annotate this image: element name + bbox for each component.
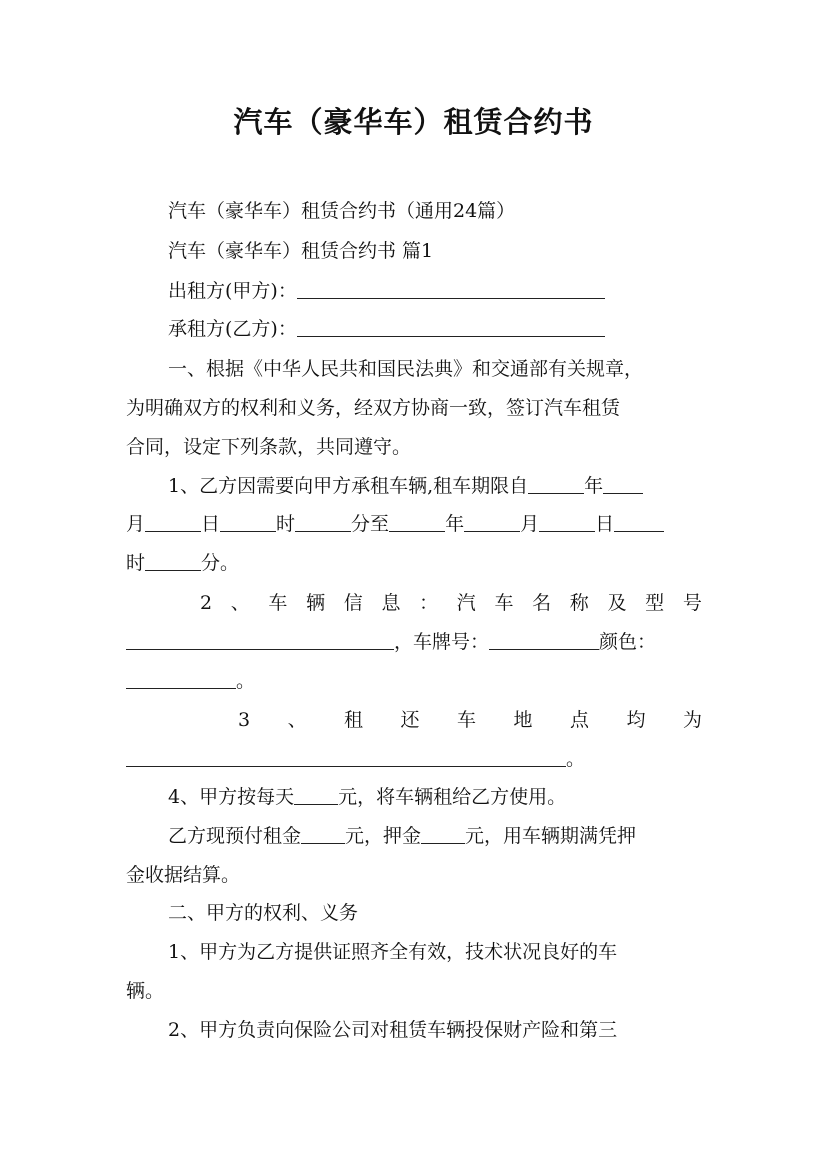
deposit-part2: 元，押金 [345, 825, 422, 847]
item3-char: 地 [513, 709, 533, 731]
item1-month: 月 [126, 513, 146, 535]
document-title: 汽车（豪华车）租赁合约书 [233, 105, 594, 139]
end-year-blank [389, 509, 445, 532]
para1-line2: 为明确双方的权利和义务，经双方协商一致，签订汽车租赁 [126, 397, 621, 419]
item1-day: 日 [201, 513, 221, 535]
item2-char: 号 [682, 592, 702, 614]
item2-char: 2 [200, 592, 213, 614]
item2-char: 信 [343, 592, 363, 614]
item3-end: 。 [566, 748, 586, 770]
item2-char: 息 [381, 592, 401, 614]
item2-char: 名 [532, 592, 552, 614]
s2-item1-line2: 辆。 [126, 980, 165, 1002]
document-subtitle: 汽车（豪华车）租赁合约书（通用24篇） [168, 200, 516, 222]
item1-hour: 时 [276, 513, 296, 535]
s2-item2-line1: 2、甲方负责向保险公司对租赁车辆投保财产险和第三 [168, 1019, 618, 1041]
item3-char: 为 [682, 709, 702, 731]
lessor-line [168, 272, 702, 310]
deposit-line2: 金收据结算。 [126, 864, 241, 886]
section2-heading: 二、甲方的权利、义务 [168, 902, 359, 924]
para1-line3: 合同，设定下列条款，共同遵守。 [126, 436, 412, 458]
item2-end: 。 [236, 670, 256, 692]
start-day-blank [145, 509, 201, 532]
item4-suffix: 元，将车辆租给乙方使用。 [338, 786, 567, 808]
color-blank [126, 666, 236, 689]
item1-line3 [126, 544, 702, 582]
prepaid-rent-blank [301, 821, 345, 844]
lessee-line [168, 310, 702, 348]
item1-month2: 月 [520, 513, 540, 535]
item1-hour2: 时 [126, 552, 146, 574]
item1-day2: 日 [595, 513, 615, 535]
item4-line [168, 778, 702, 816]
item2-line1 [200, 584, 702, 622]
car-model-blank [126, 627, 394, 650]
item2-color: 颜色： [599, 631, 657, 653]
item2-char: 车 [268, 592, 288, 614]
item3-line1 [238, 701, 702, 739]
lessor-blank [297, 276, 605, 299]
start-minute-blank [295, 509, 351, 532]
lessor-label: 出租方(甲方)： [168, 280, 297, 302]
item2-char: 及 [607, 592, 627, 614]
start-hour-blank [220, 509, 276, 532]
item3-char: 3 [238, 709, 251, 731]
item1-line1 [168, 467, 702, 505]
item1-minute: 分至 [351, 513, 390, 535]
item1-year: 年 [584, 475, 604, 497]
deposit-line1 [168, 817, 702, 855]
item1-year2: 年 [445, 513, 465, 535]
item2-char: 型 [645, 592, 665, 614]
item1-prefix: 1、乙方因需要向甲方承租车辆,租车期限自 [168, 475, 529, 497]
item4-prefix: 4、甲方按每天 [168, 786, 295, 808]
s2-item1-line1: 1、甲方为乙方提供证照齐全有效，技术状况良好的车 [168, 941, 618, 963]
daily-rate-blank [294, 782, 338, 805]
start-year-blank [528, 471, 584, 494]
end-minute-blank [145, 548, 201, 571]
deposit-part1: 乙方现预付租金 [168, 825, 302, 847]
end-month-blank [464, 509, 520, 532]
item2-char: 称 [569, 592, 589, 614]
item2-char: 车 [494, 592, 514, 614]
item3-char: 还 [400, 709, 420, 731]
deposit-part3: 元，用车辆期满凭押 [465, 825, 637, 847]
end-hour-blank [614, 509, 664, 532]
lessee-label: 承租方(乙方)： [168, 318, 297, 340]
item2-plate: ，车牌号： [394, 631, 490, 653]
item2-line3 [126, 662, 702, 700]
item2-char: 汽 [456, 592, 476, 614]
end-day-blank [539, 509, 595, 532]
item3-char: 点 [569, 709, 589, 731]
deposit-blank [421, 821, 465, 844]
plate-blank [489, 627, 599, 650]
para1-line1: 一、根据《中华人民共和国民法典》和交通部有关规章， [168, 358, 644, 380]
item2-char: 辆 [306, 592, 326, 614]
item1-minute2: 分。 [201, 552, 240, 574]
item3-char: 、 [287, 709, 307, 731]
lessee-blank [297, 314, 605, 337]
item3-char: 均 [626, 709, 646, 731]
item3-char: 车 [457, 709, 477, 731]
start-month-blank [603, 471, 643, 494]
item3-char: 租 [344, 709, 364, 731]
section-heading: 汽车（豪华车）租赁合约书 篇1 [168, 240, 434, 262]
item2-char: ： [419, 592, 439, 614]
item2-char: 、 [230, 592, 250, 614]
item2-line2 [126, 623, 702, 661]
item1-line2 [126, 505, 702, 543]
pickup-location-blank [126, 744, 566, 767]
item3-line2 [126, 740, 702, 778]
